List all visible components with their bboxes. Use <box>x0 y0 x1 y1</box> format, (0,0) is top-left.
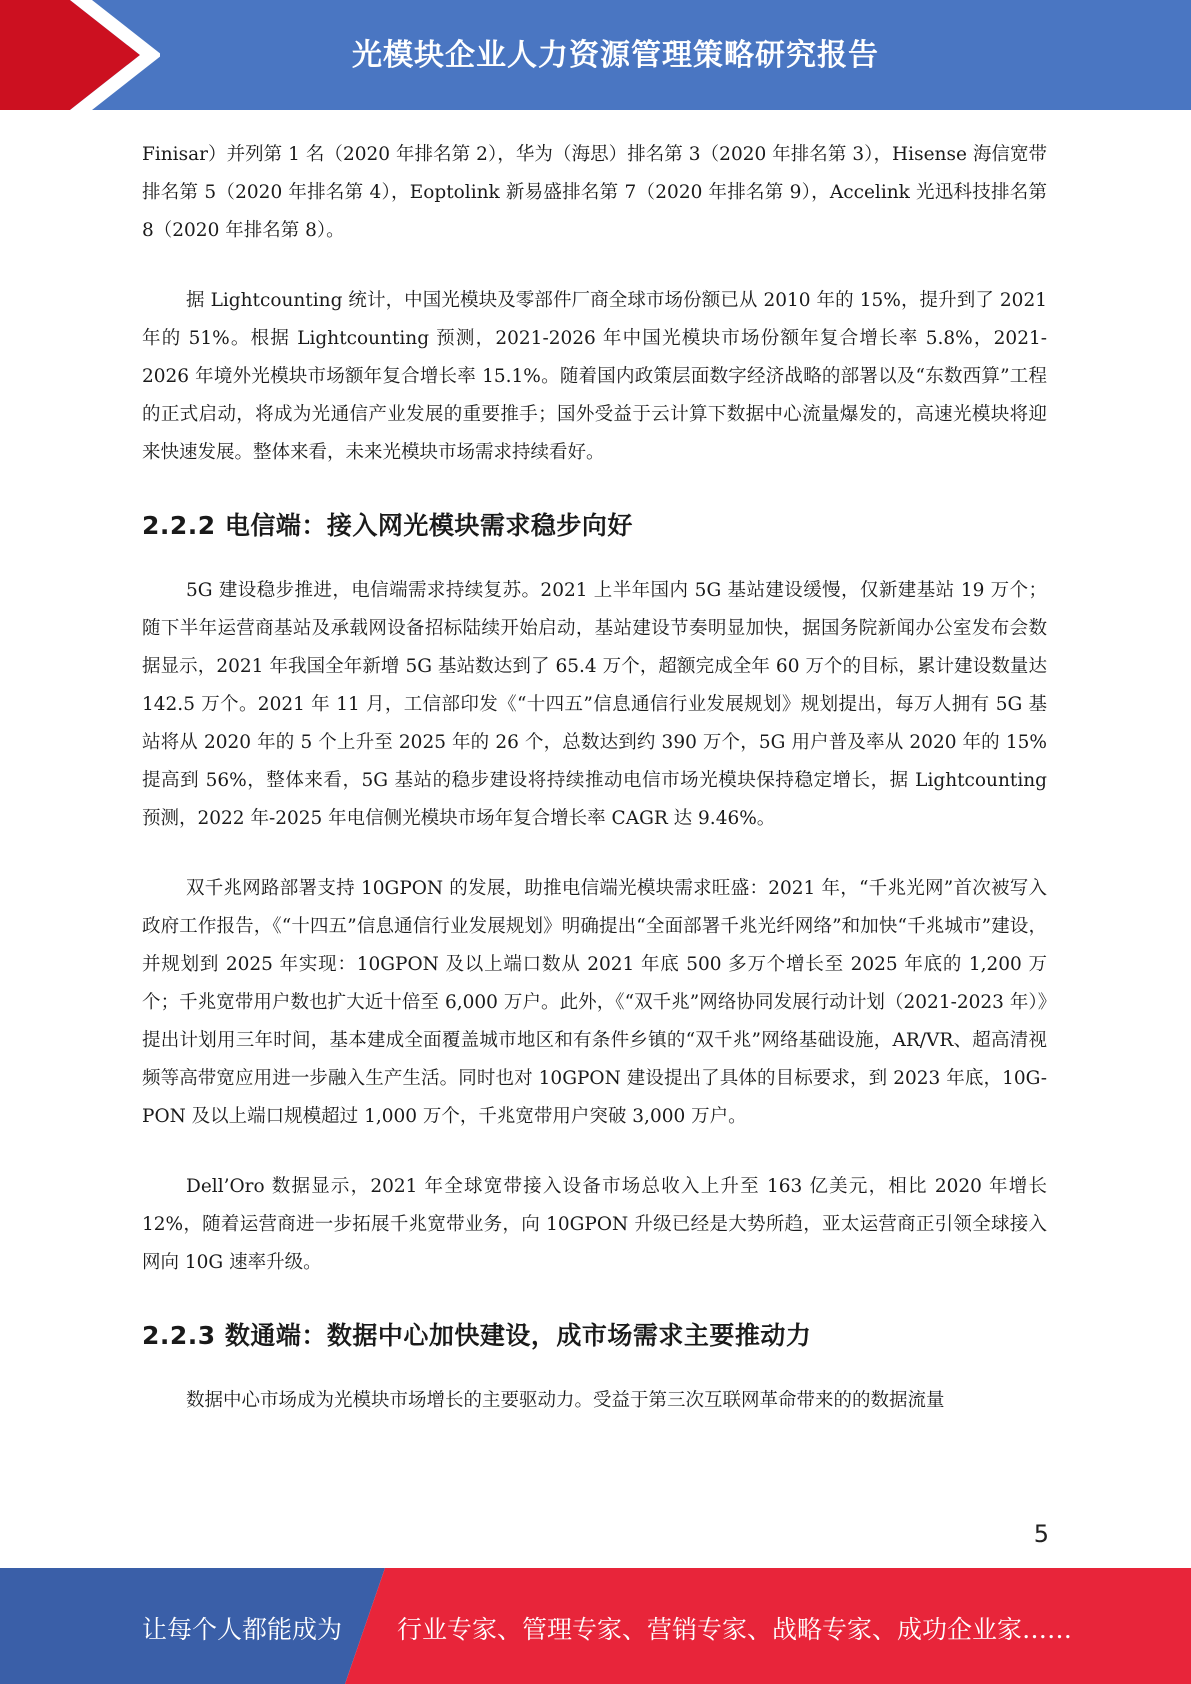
section-heading-datacom: 2.2.3 数通端：数据中心加快建设，成市场需求主要推动力 <box>142 1321 812 1350</box>
paragraph-datacenter: 数据中心市场成为光模块市场增长的主要驱动力。受益于第三次互联网革命带来的的数据流量 <box>186 1390 945 1411</box>
document-body <box>142 136 1047 1420</box>
paragraph-ranking: Finisar）并列第 1 名（2020 年排名第 2），华为（海思）排名第 3（2020 年排名第 3），Hisense 海信宽带排名第 5（2020 年排名第 4），Eoptolink 新易盛排名第 7（2020 年排名第 9），Accelink 光迅科技排名第 8（2020 年排名第 8）。 <box>142 144 1047 241</box>
paragraph-delloro: Dell’Oro 数据显示，2021 年全球宽带接入设备市场总收入上升至 163 亿美元，相比 2020 年增长 12%，随着运营商进一步拓展千兆宽带业务，向 10GPON 升级已经是大势所趋，亚太运营商正引领全球接入网向 10G 速率升级。 <box>142 1176 1047 1273</box>
section-heading-telecom: 2.2.2 电信端：接入网光模块需求稳步向好 <box>142 511 633 540</box>
footer-slogan-right: 行业专家、管理专家、营销专家、战略专家、成功企业家…… <box>397 1615 1073 1644</box>
paragraph-market-share: 据 Lightcounting 统计，中国光模块及零部件厂商全球市场份额已从 2010 年的 15%，提升到了 2021 年的 51%。根据 Lightcounting 预测，2021-2026 年中国光模块市场份额年复合增长率 5.8%，2021-2026 年境外光模块市场额年复合增长率 15.1%。随着国内政策层面数字经济战略的部署以及“东数西算”工程的正式启动，将成为光通信产业发展的重要推手；国外受益于云计算下数据中心流量爆发的，高速光模块将迎来快速发展。整体来看，未来光模块市场需求持续看好。 <box>142 290 1047 463</box>
footer-slogan-left: 让每个人都能成为 <box>142 1615 343 1644</box>
report-title: 光模块企业人力资源管理策略研究报告 <box>352 38 879 73</box>
page-footer <box>0 1568 1191 1684</box>
page-header <box>0 0 1191 110</box>
paragraph-5g-construction: 5G 建设稳步推进，电信端需求持续复苏。2021 上半年国内 5G 基站建设缓慢，仅新建基站 19 万个；随下半年运营商基站及承载网设备招标陆续开始启动，基站建设节奏明显加快，据国务院新闻办公室发布会数据显示，2021 年我国全年新增 5G 基站数达到了 65.4 万个，超额完成全年 60 万个的目标，累计建设数量达 142.5 万个。2021 年 11 月，工信部印发《“十四五”信息通信行业发展规划》规划提出，每万人拥有 5G 基站将从 2020 年的 5 个上升至 2025 年的 26 个，总数达到约 390 万个，5G 用户普及率从 2020 年的 15%提高到 56%，整体来看，5G 基站的稳步建设将持续推动电信市场光模块保持稳定增长，据 Lightcounting 预测，2022 年-2025 年电信侧光模块市场年复合增长率 CAGR 达 9.46%。 <box>142 580 1047 829</box>
page-number: 5 <box>1033 1520 1049 1548</box>
paragraph-gigabit-network: 双千兆网路部署支持 10GPON 的发展，助推电信端光模块需求旺盛：2021 年，“千兆光网”首次被写入政府工作报告，《“十四五”信息通信行业发展规划》明确提出“全面部署千兆光纤网络”和加快“千兆城市”建设，并规划到 2025 年实现：10GPON 及以上端口数从 2021 年底 500 多万个增长至 2025 年底的 1,200 万个；千兆宽带用户数也扩大近十倍至 6,000 万户。此外，《“双千兆”网络协同发展行动计划（2021-2023 年）》提出计划用三年时间，基本建成全面覆盖城市地区和有条件乡镇的“双千兆”网络基础设施，AR/VR、超高清视频等高带宽应用进一步融入生产生活。同时也对 10GPON 建设提出了具体的目标要求，到 2023 年底，10G-PON 及以上端口规模超过 1,000 万个，千兆宽带用户突破 3,000 万户。 <box>142 878 1047 1127</box>
